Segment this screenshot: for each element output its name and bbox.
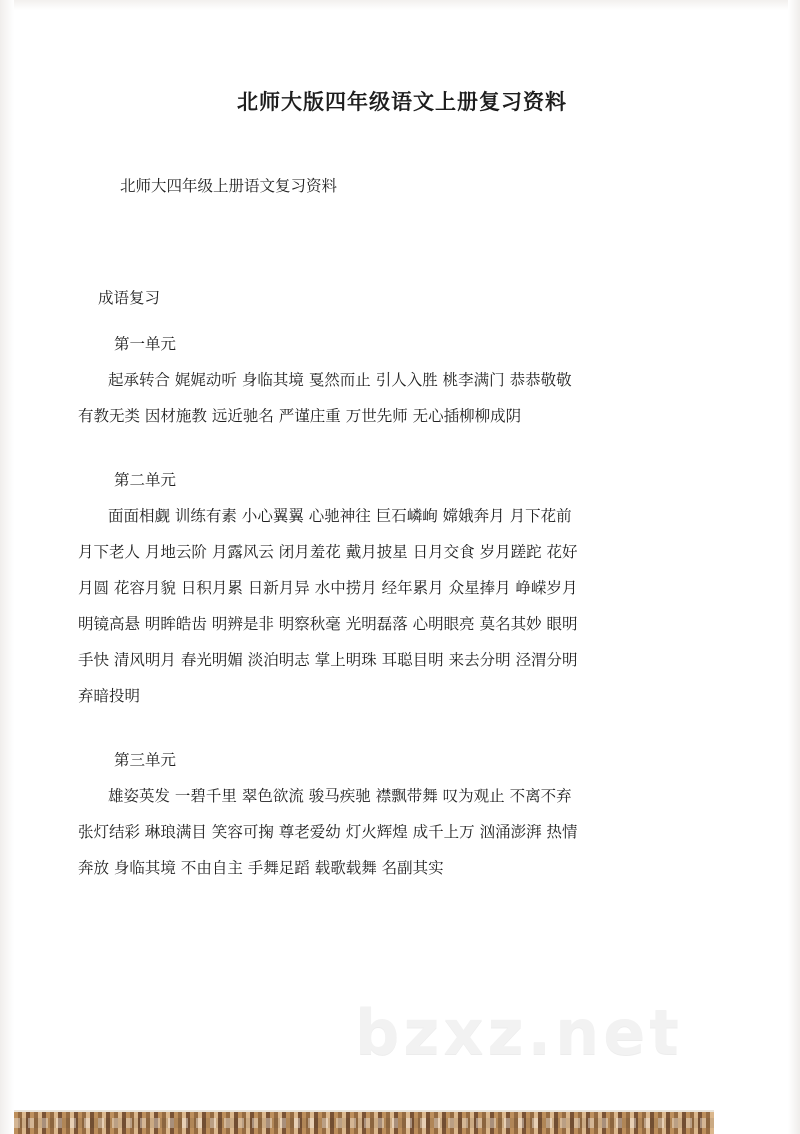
unit-2-line-6: 弃暗投明 <box>78 687 141 705</box>
unit-block-2 <box>78 462 726 714</box>
spacer <box>78 316 726 326</box>
unit-1-line-1: 起承转合 娓娓动听 身临其境 戛然而止 引人入胜 桃李满门 恭恭敬敬 <box>108 371 572 389</box>
unit-2-line-5: 手快 清风明月 春光明媚 淡泊明志 掌上明珠 耳聪目明 来去分明 泾渭分明 <box>78 651 578 669</box>
page-title: 北师大版四年级语文上册复习资料 <box>237 90 567 114</box>
unit-3-line-2: 张灯结彩 琳琅满目 笑容可掬 尊老爱幼 灯火辉煌 成千上万 汹涌澎湃 热情 <box>78 823 578 841</box>
decorative-bottom-border <box>14 1110 714 1134</box>
unit-1-line-2: 有教无类 因材施教 远近驰名 严谨庄重 万世先师 无心插柳柳成阴 <box>78 407 522 425</box>
page-edge-left <box>0 0 14 1134</box>
unit-2-line-2: 月下老人 月地云阶 月露风云 闭月羞花 戴月披星 日月交食 岁月蹉跎 花好 <box>78 543 578 561</box>
section-heading-idiom-review: 成语复习 <box>98 289 161 307</box>
unit-2-line-4: 明镜高悬 明眸皓齿 明辨是非 明察秋毫 光明磊落 心明眼亮 莫名其妙 眼明 <box>78 615 578 633</box>
unit-heading-3: 第三单元 <box>114 751 177 769</box>
decorative-bottom-border-pattern <box>14 1118 714 1128</box>
unit-2-line-1: 面面相觑 训练有素 小心翼翼 心驰神往 巨石嶙峋 嫦娥奔月 月下花前 <box>108 507 572 525</box>
unit-3-line-1: 雄姿英发 一碧千里 翠色欲流 骏马疾驰 襟飘带舞 叹为观止 不离不弃 <box>108 787 572 805</box>
unit-3-line-3: 奔放 身临其境 不由自主 手舞足蹈 载歌载舞 名副其实 <box>78 859 444 877</box>
page-edge-top <box>0 0 800 10</box>
unit-heading-2: 第二单元 <box>114 471 177 489</box>
unit-heading-1: 第一单元 <box>114 335 177 353</box>
document-body <box>78 86 726 886</box>
document-subtitle: 北师大四年级上册语文复习资料 <box>120 177 338 195</box>
unit-2-line-3: 月圆 花容月貌 日积月累 日新月异 水中捞月 经年累月 众星捧月 峥嵘岁月 <box>78 579 578 597</box>
page-edge-right <box>788 0 800 1134</box>
watermark: bzxz.net <box>355 996 683 1069</box>
unit-block-1 <box>78 326 726 434</box>
unit-block-3 <box>78 742 726 886</box>
